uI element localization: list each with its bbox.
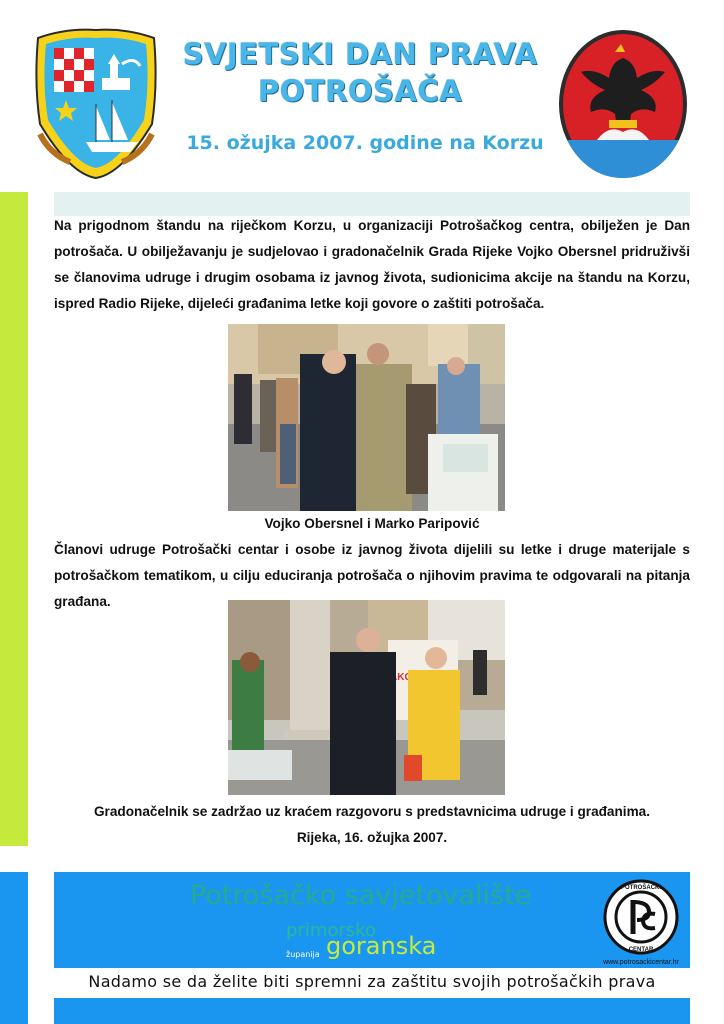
- article-paragraph-1: Na prigodnom štandu na riječkom Korzu, u organizaciji Potrošačkog centra, obilježen je Dan potrošača. U obilježavanju je sudjelovao i gradonačelnik Grada Rijeke Vojko Obersnel pridruživši se članovima udruge i drugim osobama iz javnog života, sudionicima akcije na štandu na Korzu, ispred Radio Rijeke, dijeleći građanima letke koji govore o zaštiti potrošača.: [54, 218, 690, 311]
- article-paragraph-2: Članovi udruge Potrošački centar i osobe iz javnog života dijelili su letke i druge materijale s potrošačkom tematikom, u cilju educiranja potrošača o njihovim pravima te odgovarali na pitanja građana.: [54, 542, 690, 609]
- page-title-line2: POTROŠAČA: [257, 74, 463, 108]
- city-coat-of-arms: [557, 28, 689, 182]
- logo-arc-text: POTROŠAČKI: [620, 885, 662, 891]
- photo-1-caption: Vojko Obersnel i Marko Paripović: [264, 516, 480, 531]
- region-name-right: goranska: [326, 932, 437, 960]
- page-subtitle: 15. ožujka 2007. godine na Korzu: [186, 132, 544, 154]
- event-photo-2: [228, 600, 505, 795]
- potrosacki-centar-logo: [595, 874, 687, 966]
- left-blue-strip: [0, 872, 28, 1024]
- county-coat-of-arms: [30, 24, 162, 180]
- region-name-left: primorsko: [286, 920, 376, 941]
- logo-bottom-text: CENTAR: [628, 947, 654, 953]
- photo-2-caption: Gradonačelnik se zadržao uz kraćem razgovoru s predstavnicima udruge i građanima.: [93, 804, 651, 819]
- place-and-date: Rijeka, 16. ožujka 2007.: [296, 830, 448, 845]
- footer-bottom-bar: [54, 998, 690, 1024]
- event-photo-1: [228, 324, 505, 511]
- page-title-line1: SVJETSKI DAN PRAVA: [182, 37, 538, 71]
- logo-url-text: www.potrosackicentar.hr: [603, 959, 679, 966]
- region-label-small: županija: [286, 950, 320, 959]
- banner-title: Potrošačko savjetovalište: [190, 880, 532, 911]
- footer-tagline: Nadamo se da želite biti spremni za zaštitu svojih potrošačkih prava: [88, 972, 656, 991]
- left-lime-strip: [0, 192, 28, 846]
